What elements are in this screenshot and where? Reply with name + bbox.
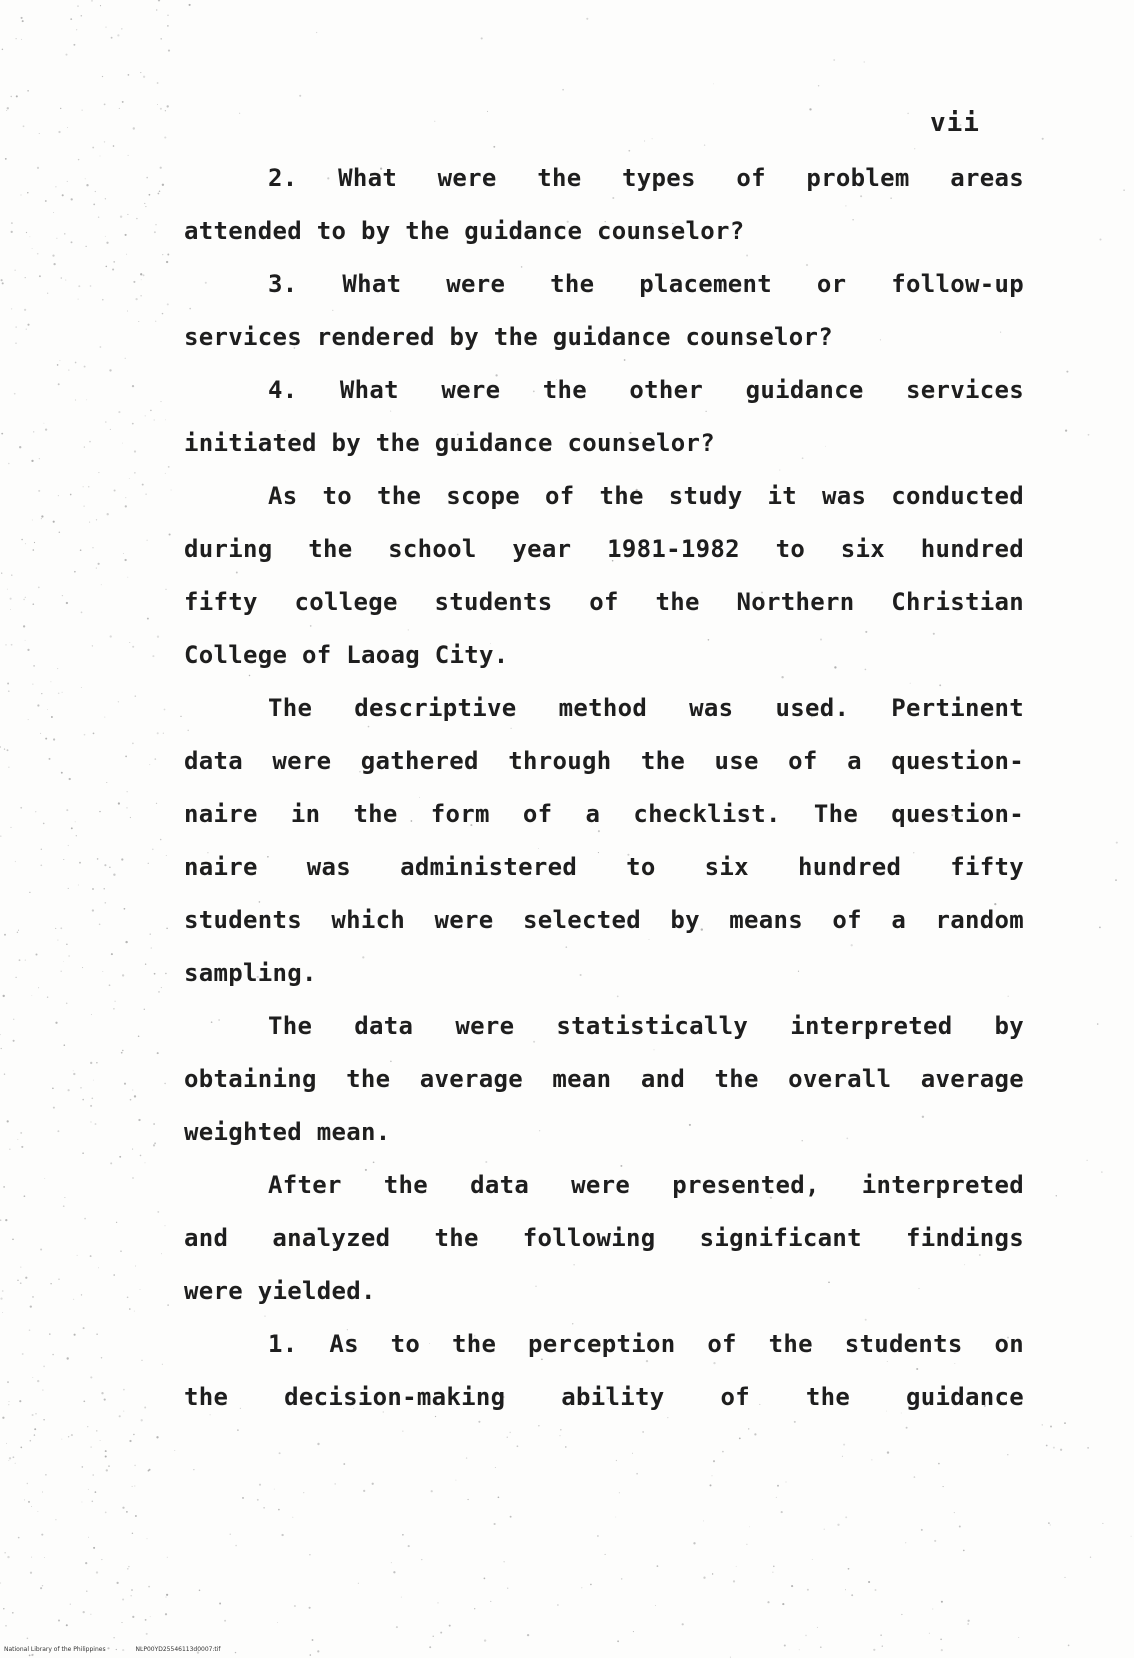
footer-library: National Library of the Philippines [4, 1646, 106, 1653]
text-line: 4. What were the other guidance services [268, 376, 1024, 404]
text-line: initiated by the guidance counselor? [184, 429, 715, 457]
text-line: 2. What were the types of problem areas [268, 164, 1024, 192]
text-line: 3. What were the placement or follow-up [268, 270, 1024, 298]
text-line: during the school year 1981-1982 to six hundred [184, 535, 1024, 563]
text-line: The descriptive method was used. Pertinent [268, 694, 1024, 722]
text-line: After the data were presented, interpreted [268, 1171, 1024, 1199]
text-line: students which were selected by means of a random [184, 906, 1024, 934]
text-line: As to the scope of the study it was conducted [268, 482, 1024, 510]
text-line: data were gathered through the use of a question- [184, 747, 1024, 775]
scan-footer [4, 1646, 249, 1653]
body-text [184, 152, 1024, 1424]
text-line: obtaining the average mean and the overall average [184, 1065, 1024, 1093]
text-line: and analyzed the following significant findings [184, 1224, 1024, 1252]
text-line: The data were statistically interpreted by [268, 1012, 1024, 1040]
text-line: weighted mean. [184, 1118, 391, 1146]
footer-file: NLP00YD25546113d0007.tif [135, 1646, 221, 1653]
text-line: 1. As to the perception of the students on [268, 1330, 1024, 1358]
text-line: naire was administered to six hundred fifty [184, 853, 1024, 881]
text-line: the decision-making ability of the guidance [184, 1383, 1024, 1411]
text-line: services rendered by the guidance counselor? [184, 323, 833, 351]
text-line: fifty college students of the Northern Christian [184, 588, 1024, 616]
text-line: sampling. [184, 959, 317, 987]
text-line: College of Laoag City. [184, 641, 509, 669]
text-line: were yielded. [184, 1277, 376, 1305]
text-line: attended to by the guidance counselor? [184, 217, 745, 245]
page-number: vii [930, 108, 980, 138]
text-line: naire in the form of a checklist. The question- [184, 800, 1024, 828]
